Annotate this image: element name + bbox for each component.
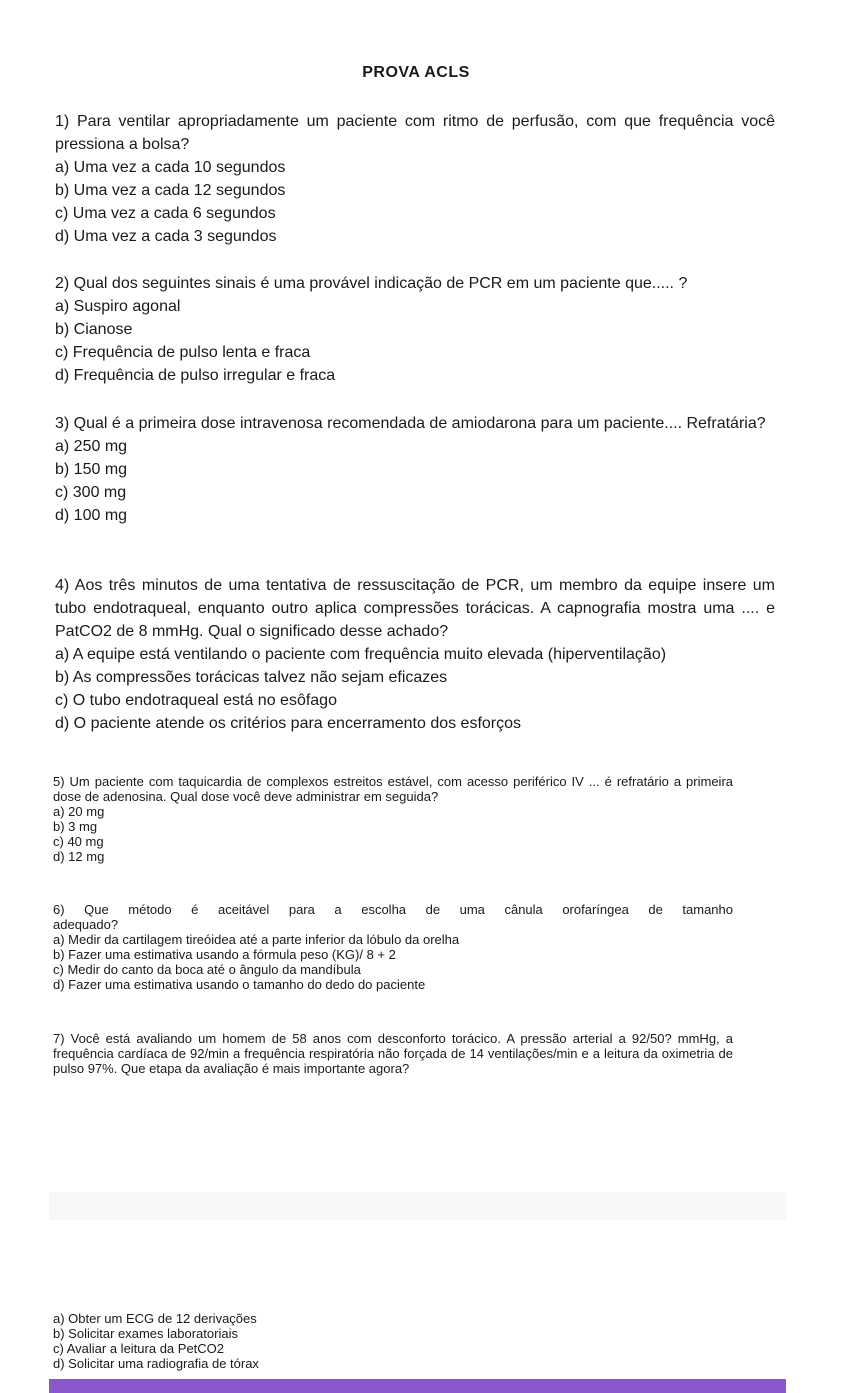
question-7-option-a: a) Obter um ECG de 12 derivações bbox=[53, 1311, 257, 1326]
question-1-option-c: c) Uma vez a cada 6 segundos bbox=[55, 205, 276, 222]
question-7 bbox=[53, 1031, 733, 1076]
question-3 bbox=[55, 412, 775, 527]
question-4-option-c: c) O tubo endotraqueal está no esôfago bbox=[55, 692, 337, 709]
question-4-option-d: d) O paciente atende os critérios para encerramento dos esforços bbox=[55, 715, 522, 732]
question-2-option-b: b) Cianose bbox=[55, 321, 133, 338]
question-3-option-b: b) 150 mg bbox=[55, 461, 128, 478]
question-1-option-b: b) Uma vez a cada 12 segundos bbox=[55, 182, 286, 199]
question-6-option-c: c) Medir do canto da boca até o ângulo da mandíbula bbox=[53, 962, 361, 977]
question-1-option-d: d) Uma vez a cada 3 segundos bbox=[55, 228, 277, 245]
question-6 bbox=[53, 902, 733, 992]
question-6-stem: 6) Que método é aceitável para a escolha de uma cânula orofaríngea de tamanho adequado? bbox=[53, 902, 733, 932]
page-title: PROVA ACLS bbox=[362, 64, 470, 81]
page-break-band bbox=[49, 1192, 786, 1220]
question-3-option-c: c) 300 mg bbox=[55, 484, 127, 501]
question-1 bbox=[55, 110, 775, 248]
question-5-option-a: a) 20 mg bbox=[53, 804, 105, 819]
question-7-option-c: c) Avaliar a leitura da PetCO2 bbox=[53, 1341, 225, 1356]
question-7-stem: 7) Você está avaliando um homem de 58 anos com desconforto torácico. A pressão arterial a 92/50? mmHg, a frequência cardíaca de 92/min a frequência respiratória não forçada de 14 ventilações/min e a leitura da oximetria de pulso 97%. Que etapa da avaliação é mais importante agora? bbox=[53, 1031, 733, 1076]
question-4 bbox=[55, 574, 775, 735]
question-2-option-c: c) Frequência de pulso lenta e fraca bbox=[55, 344, 311, 361]
question-5-stem: 5) Um paciente com taquicardia de complexos estreitos estável, com acesso periférico IV ... é refratário a primeira dose de adenosina. Qual dose você deve administrar em seguida? bbox=[53, 774, 733, 804]
question-6-option-a: a) Medir da cartilagem tireóidea até a parte inferior da lóbulo da orelha bbox=[53, 932, 460, 947]
question-5 bbox=[53, 774, 733, 864]
question-2 bbox=[55, 272, 775, 387]
question-6-option-d: d) Fazer uma estimativa usando o tamanho do dedo do paciente bbox=[53, 977, 426, 992]
question-4-option-b: b) As compressões torácicas talvez não sejam eficazes bbox=[55, 669, 448, 686]
question-5-option-d: d) 12 mg bbox=[53, 849, 105, 864]
question-4-stem: 4) Aos três minutos de uma tentativa de ressuscitação de PCR, um membro da equipe insere um tubo endotraqueal, enquanto outro aplica compressões torácicas. A capnografia mostra uma .... e PatCO2 de 8 mmHg. Qual o significado desse achado? bbox=[55, 577, 775, 640]
footer-bar bbox=[49, 1379, 786, 1393]
question-1-stem: 1) Para ventilar apropriadamente um paciente com ritmo de perfusão, com que frequência você pressiona a bolsa? bbox=[55, 113, 775, 153]
question-3-option-d: d) 100 mg bbox=[55, 507, 128, 524]
question-7-options bbox=[53, 1311, 733, 1371]
question-4-option-a: a) A equipe está ventilando o paciente com frequência muito elevada (hiperventilação) bbox=[55, 646, 667, 663]
question-2-stem: 2) Qual dos seguintes sinais é uma provável indicação de PCR em um paciente que..... ? bbox=[55, 275, 688, 292]
question-5-option-b: b) 3 mg bbox=[53, 819, 98, 834]
question-7-option-b: b) Solicitar exames laboratoriais bbox=[53, 1326, 238, 1341]
question-3-option-a: a) 250 mg bbox=[55, 438, 128, 455]
question-1-option-a: a) Uma vez a cada 10 segundos bbox=[55, 159, 286, 176]
question-5-option-c: c) 40 mg bbox=[53, 834, 104, 849]
question-3-stem: 3) Qual é a primeira dose intravenosa recomendada de amiodarona para um paciente.... Refratária? bbox=[55, 415, 766, 432]
question-7-option-d: d) Solicitar uma radiografia de tórax bbox=[53, 1356, 259, 1371]
question-2-option-a: a) Suspiro agonal bbox=[55, 298, 181, 315]
question-2-option-d: d) Frequência de pulso irregular e fraca bbox=[55, 367, 336, 384]
question-6-option-b: b) Fazer uma estimativa usando a fórmula peso (KG)/ 8 + 2 bbox=[53, 947, 396, 962]
